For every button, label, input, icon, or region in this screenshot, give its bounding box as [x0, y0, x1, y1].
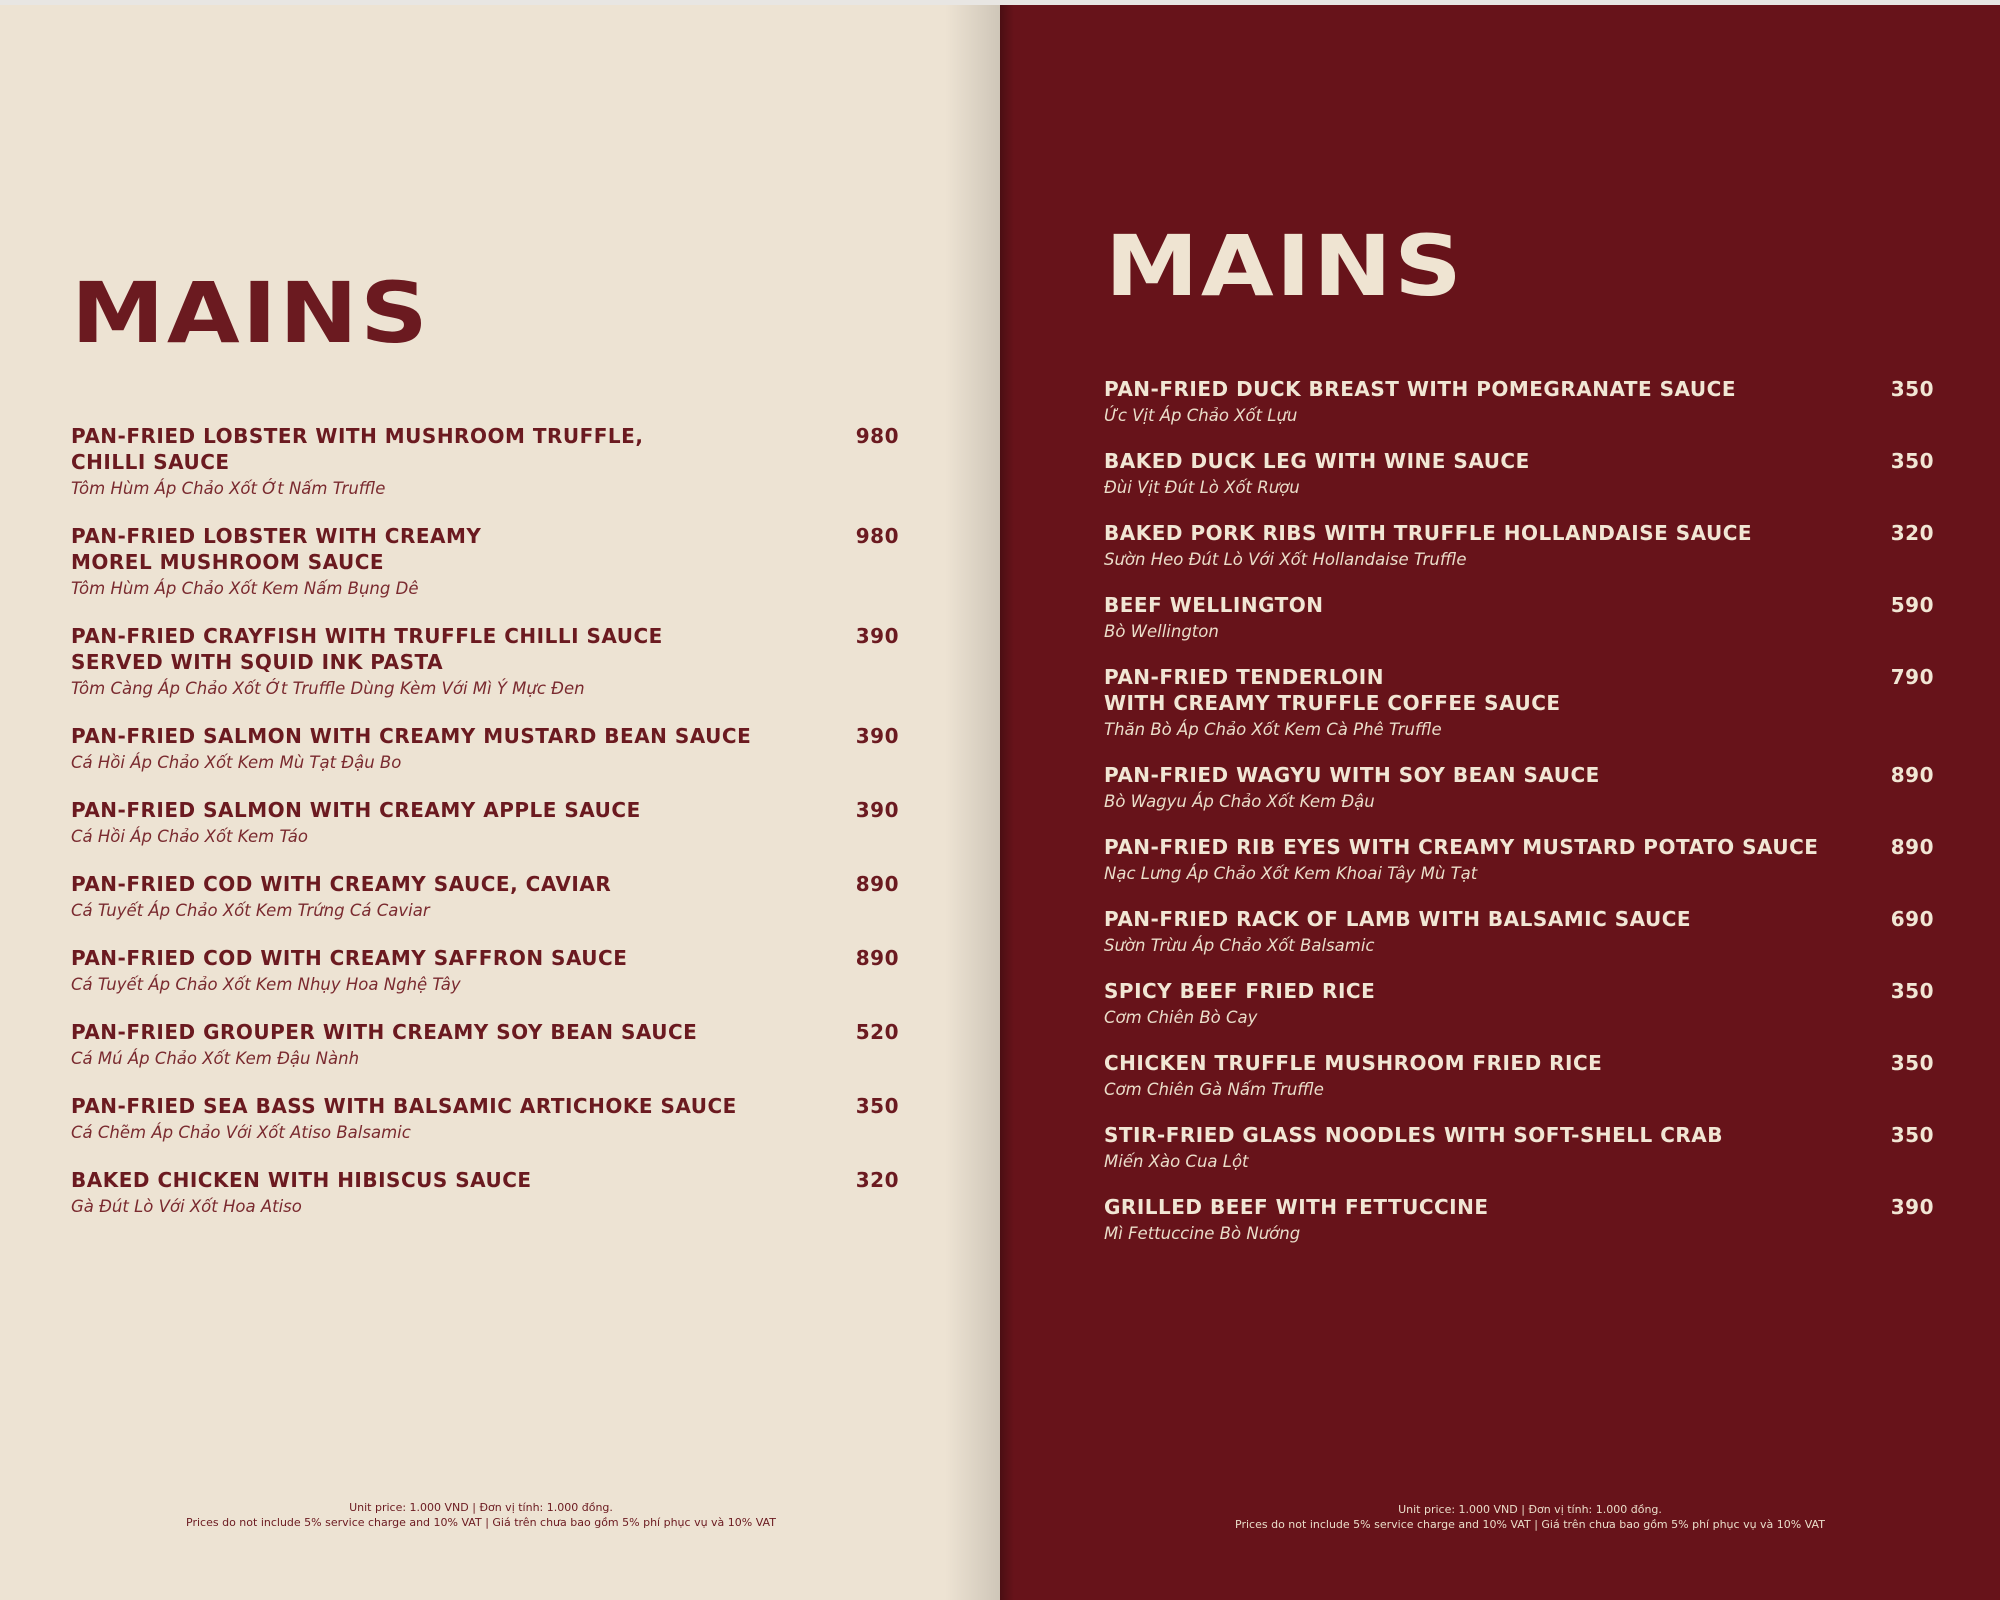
menu-item-name: BAKED PORK RIBS WITH TRUFFLE HOLLANDAISE SAUCE [1104, 521, 1753, 545]
menu-item-price: 320 [1890, 521, 1934, 545]
right-menu-list [1104, 376, 1934, 1266]
menu-item-name: PAN-FRIED COD WITH CREAMY SAFFRON SAUCE [71, 946, 628, 970]
menu-item-subtitle: Mì Fettuccine Bò Nướng [1104, 1224, 1301, 1243]
menu-item-subtitle: Cá Mú Áp Chảo Xốt Kem Đậu Nành [71, 1049, 360, 1068]
menu-item [71, 1019, 899, 1071]
left-page [0, 5, 1000, 1600]
menu-item-price: 690 [1890, 907, 1934, 931]
menu-item-price: 350 [1890, 1123, 1934, 1147]
menu-item-price: 350 [1890, 377, 1934, 401]
menu-item-price: 890 [855, 872, 899, 896]
menu-item-name: PAN-FRIED SEA BASS WITH BALSAMIC ARTICHOKE SAUCE [71, 1094, 737, 1118]
menu-item-name: PAN-FRIED LOBSTER WITH CREAMY MOREL MUSHROOM SAUCE [71, 524, 482, 574]
menu-item [1104, 978, 1934, 1030]
menu-item [1104, 448, 1934, 500]
menu-item-subtitle: Sườn Heo Đút Lò Với Xốt Hollandaise Truffle [1104, 550, 1467, 569]
price-note [1190, 1502, 1870, 1532]
menu-item-subtitle: Cá Hồi Áp Chảo Xốt Kem Táo [71, 827, 309, 846]
menu-item-subtitle: Cơm Chiên Gà Nấm Truffle [1104, 1080, 1324, 1099]
menu-item-subtitle: Gà Đút Lò Với Xốt Hoa Atiso [71, 1197, 302, 1216]
menu-item-price: 890 [1890, 835, 1934, 859]
menu-item [71, 1167, 899, 1219]
menu-item [1104, 664, 1934, 742]
menu-item-subtitle: Cá Tuyết Áp Chảo Xốt Kem Nhụy Hoa Nghệ Tây [71, 975, 461, 994]
price-note [140, 1500, 822, 1530]
menu-item [71, 523, 899, 601]
menu-item-name: PAN-FRIED WAGYU WITH SOY BEAN SAUCE [1104, 763, 1600, 787]
menu-item [1104, 762, 1934, 814]
menu-item-subtitle: Đùi Vịt Đút Lò Xốt Rượu [1104, 478, 1300, 497]
menu-item [71, 1093, 899, 1145]
menu-item-price: 390 [1890, 1195, 1934, 1219]
menu-item-name: BAKED DUCK LEG WITH WINE SAUCE [1104, 449, 1530, 473]
menu-item-subtitle: Cá Tuyết Áp Chảo Xốt Kem Trứng Cá Caviar [71, 901, 430, 920]
menu-item [1104, 520, 1934, 572]
menu-item [1104, 834, 1934, 886]
menu-item-price: 350 [1890, 1051, 1934, 1075]
menu-item-price: 320 [855, 1168, 899, 1192]
price-note-line-1: Unit price: 1.000 VND | Đơn vị tính: 1.000 đồng. [349, 1501, 613, 1514]
price-note-line-1: Unit price: 1.000 VND | Đơn vị tính: 1.000 đồng. [1398, 1503, 1662, 1516]
menu-item-name: PAN-FRIED DUCK BREAST WITH POMEGRANATE SAUCE [1104, 377, 1736, 401]
menu-item-subtitle: Thăn Bò Áp Chảo Xốt Kem Cà Phê Truffle [1104, 720, 1442, 739]
menu-item-price: 980 [855, 424, 899, 448]
menu-item [1104, 1050, 1934, 1102]
menu-item-name: CHICKEN TRUFFLE MUSHROOM FRIED RICE [1104, 1051, 1603, 1075]
menu-item-subtitle: Ức Vịt Áp Chảo Xốt Lựu [1104, 406, 1298, 425]
menu-item-subtitle: Nạc Lưng Áp Chảo Xốt Kem Khoai Tây Mù Tạt [1104, 864, 1478, 883]
left-menu-list [71, 423, 899, 1241]
menu-item-price: 350 [1890, 979, 1934, 1003]
menu-item-subtitle: Bò Wellington [1104, 622, 1219, 641]
menu-item-price: 890 [1890, 763, 1934, 787]
menu-item-subtitle: Tôm Hùm Áp Chảo Xốt Ớt Nấm Truffle [71, 479, 386, 498]
menu-item [71, 623, 899, 701]
menu-item-name: PAN-FRIED RACK OF LAMB WITH BALSAMIC SAUCE [1104, 907, 1692, 931]
menu-item-name: PAN-FRIED CRAYFISH WITH TRUFFLE CHILLI SAUCE SERVED WITH SQUID INK PASTA [71, 624, 663, 674]
left-page-title: MAINS [71, 264, 431, 362]
menu-item-price: 590 [1890, 593, 1934, 617]
menu-item [71, 945, 899, 997]
menu-item [1104, 592, 1934, 644]
menu-item [71, 797, 899, 849]
menu-item [1104, 376, 1934, 428]
menu-item [1104, 906, 1934, 958]
right-page [1000, 5, 2000, 1600]
menu-item-price: 350 [1890, 449, 1934, 473]
menu-item-price: 390 [855, 798, 899, 822]
menu-item-name: PAN-FRIED TENDERLOIN WITH CREAMY TRUFFLE COFFEE SAUCE [1104, 665, 1561, 715]
menu-item-name: PAN-FRIED GROUPER WITH CREAMY SOY BEAN SAUCE [71, 1020, 698, 1044]
menu-item-subtitle: Bò Wagyu Áp Chảo Xốt Kem Đậu [1104, 792, 1375, 811]
menu-item-subtitle: Tôm Hùm Áp Chảo Xốt Kem Nấm Bụng Dê [71, 579, 419, 598]
menu-item-price: 980 [855, 524, 899, 548]
menu-item-subtitle: Cá Chẽm Áp Chảo Với Xốt Atiso Balsamic [71, 1123, 411, 1142]
menu-item-price: 890 [855, 946, 899, 970]
right-page-title: MAINS [1105, 217, 1465, 315]
menu-item [71, 723, 899, 775]
menu-item-price: 390 [855, 724, 899, 748]
menu-item-price: 520 [855, 1020, 899, 1044]
menu-item-name: GRILLED BEEF WITH FETTUCCINE [1104, 1195, 1489, 1219]
menu-item-name: PAN-FRIED COD WITH CREAMY SAUCE, CAVIAR [71, 872, 612, 896]
menu-item-subtitle: Sườn Trừu Áp Chảo Xốt Balsamic [1104, 936, 1375, 955]
menu-item-subtitle: Tôm Càng Áp Chảo Xốt Ớt Truffle Dùng Kèm Với Mì Ý Mực Đen [71, 679, 585, 698]
menu-item-name: BEEF WELLINGTON [1104, 593, 1324, 617]
menu-item-name: STIR-FRIED GLASS NOODLES WITH SOFT-SHELL CRAB [1104, 1123, 1724, 1147]
menu-item-subtitle: Miến Xào Cua Lột [1104, 1152, 1249, 1171]
menu-item-name: PAN-FRIED SALMON WITH CREAMY APPLE SAUCE [71, 798, 641, 822]
menu-item-subtitle: Cá Hồi Áp Chảo Xốt Kem Mù Tạt Đậu Bo [71, 753, 402, 772]
menu-item-name: PAN-FRIED LOBSTER WITH MUSHROOM TRUFFLE, CHILLI SAUCE [71, 424, 644, 474]
menu-item-name: SPICY BEEF FRIED RICE [1104, 979, 1376, 1003]
price-note-line-2: Prices do not include 5% service charge and 10% VAT | Giá trên chưa bao gồm 5% phí phục vụ và 10% VAT [1235, 1518, 1825, 1531]
menu-item [71, 871, 899, 923]
menu-item-name: PAN-FRIED SALMON WITH CREAMY MUSTARD BEAN SAUCE [71, 724, 752, 748]
menu-item [1104, 1122, 1934, 1174]
price-note-line-2: Prices do not include 5% service charge and 10% VAT | Giá trên chưa bao gồm 5% phí phục vụ và 10% VAT [186, 1516, 776, 1529]
menu-item [71, 423, 899, 501]
menu-item-price: 790 [1890, 665, 1934, 689]
menu-item-price: 390 [855, 624, 899, 648]
menu-item [1104, 1194, 1934, 1246]
menu-item-name: BAKED CHICKEN WITH HIBISCUS SAUCE [71, 1168, 532, 1192]
menu-item-name: PAN-FRIED RIB EYES WITH CREAMY MUSTARD POTATO SAUCE [1104, 835, 1819, 859]
menu-item-price: 350 [855, 1094, 899, 1118]
menu-item-subtitle: Cơm Chiên Bò Cay [1104, 1008, 1258, 1027]
